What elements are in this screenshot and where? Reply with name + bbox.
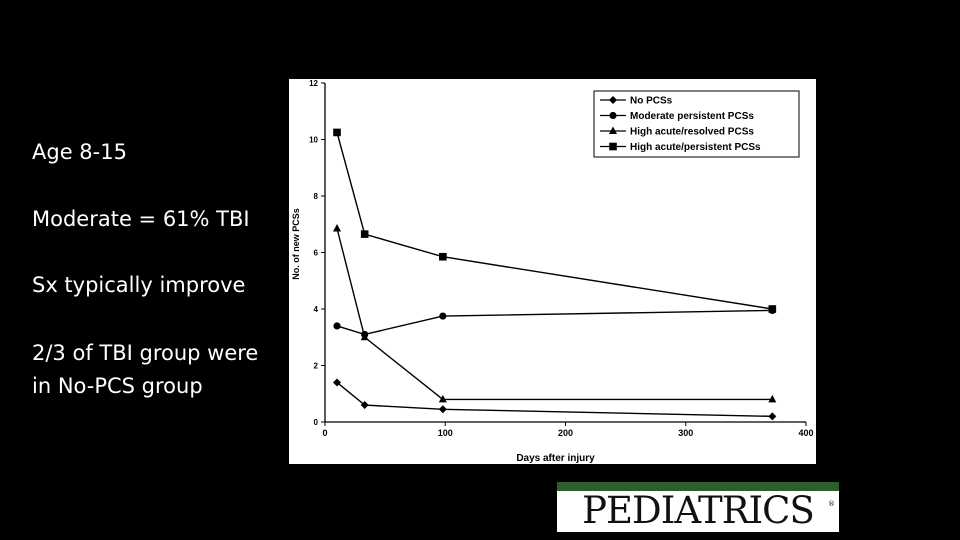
y-tick-label: 10 bbox=[309, 135, 318, 145]
data-point-series-2 bbox=[333, 322, 340, 329]
data-point-series-4 bbox=[439, 253, 447, 261]
bullet-moderate: Moderate = 61% TBI bbox=[32, 207, 250, 231]
series-line-4 bbox=[337, 132, 772, 309]
data-point-series-1 bbox=[768, 412, 776, 420]
data-point-series-4 bbox=[361, 230, 369, 238]
y-tick-label: 2 bbox=[313, 361, 318, 371]
data-point-series-1 bbox=[439, 405, 447, 413]
legend-label: Moderate persistent PCSs bbox=[630, 111, 754, 122]
data-point-series-3 bbox=[333, 224, 341, 232]
x-tick-label: 200 bbox=[557, 428, 574, 438]
data-point-series-2 bbox=[439, 312, 446, 319]
series-line-2 bbox=[337, 310, 772, 334]
y-tick-label: 12 bbox=[309, 79, 318, 88]
legend-marker bbox=[609, 143, 617, 151]
x-tick-label: 300 bbox=[678, 428, 694, 438]
data-point-series-4 bbox=[769, 305, 777, 313]
legend-label: High acute/persistent PCSs bbox=[630, 142, 761, 153]
x-tick-label: 100 bbox=[437, 428, 453, 438]
y-axis-title: No. of new PCSs bbox=[291, 208, 301, 280]
bullet-tbi-group: 2/3 of TBI group were in No-PCS group bbox=[32, 341, 259, 398]
x-tick-label: 0 bbox=[322, 428, 328, 438]
registered-mark: ® bbox=[828, 500, 835, 508]
y-tick-label: 8 bbox=[313, 192, 318, 201]
bullet-age: Age 8-15 bbox=[32, 140, 127, 164]
bullet-symptoms: Sx typically improve bbox=[32, 273, 246, 297]
chart-svg bbox=[289, 79, 816, 464]
data-point-series-3 bbox=[439, 395, 447, 403]
pediatrics-logo bbox=[557, 482, 839, 532]
x-tick-label: 400 bbox=[798, 428, 814, 438]
legend-label: No PCSs bbox=[630, 95, 673, 107]
data-point-series-4 bbox=[333, 129, 341, 137]
data-point-series-3 bbox=[768, 395, 776, 403]
x-axis-title: Days after injury bbox=[516, 453, 595, 464]
legend-marker bbox=[609, 112, 616, 119]
y-tick-label: 4 bbox=[313, 305, 318, 314]
y-tick-label: 6 bbox=[313, 248, 318, 258]
y-tick-label: 0 bbox=[313, 418, 318, 427]
logo-wordmark: PEDIATRICS bbox=[582, 489, 814, 532]
line-chart bbox=[289, 79, 816, 464]
legend-label: High acute/resolved PCSs bbox=[630, 126, 754, 138]
